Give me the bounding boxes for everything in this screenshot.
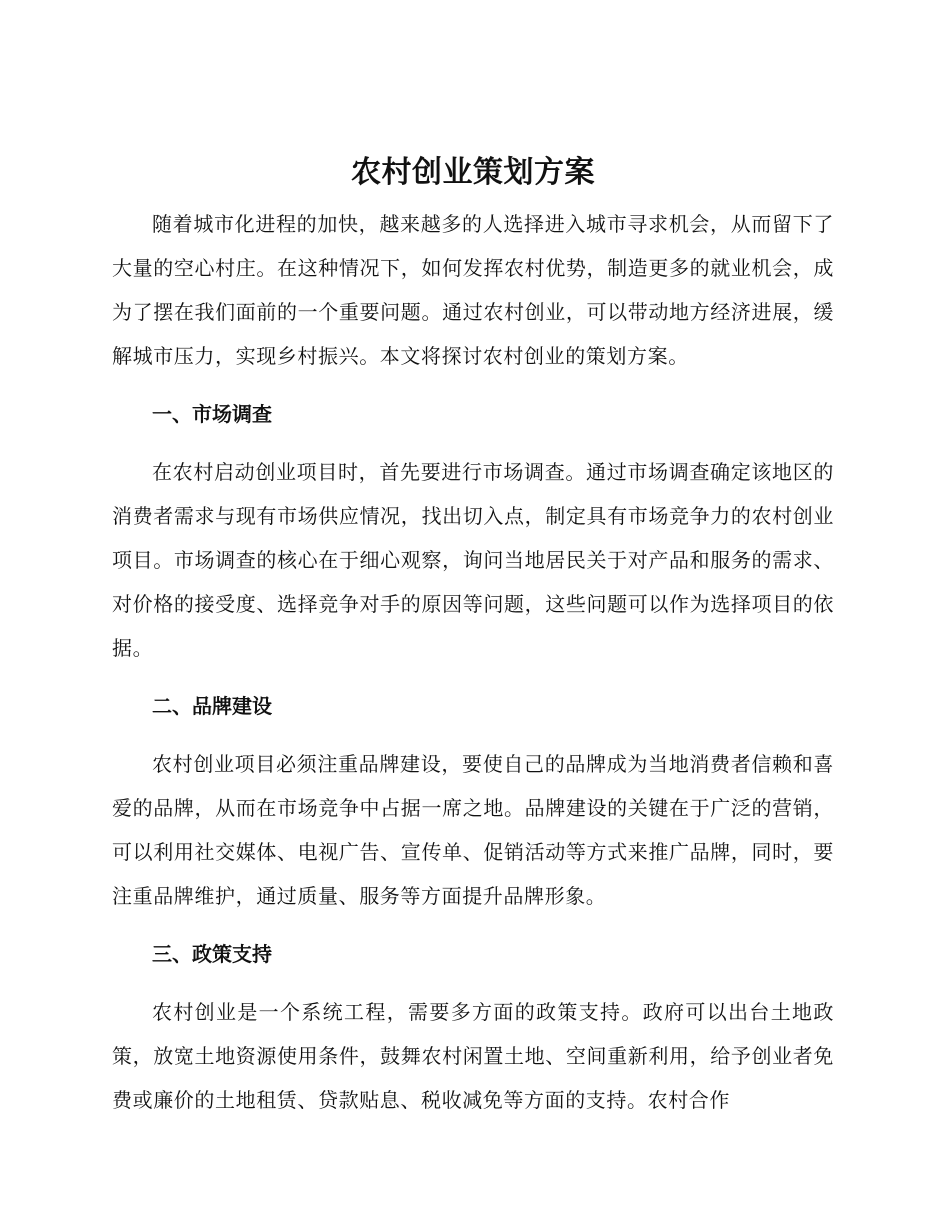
section-paragraph: 在农村启动创业项目时，首先要进行市场调查。通过市场调查确定该地区的消费者需求与现有市场供应情况，找出切入点，制定具有市场竞争力的农村创业项目。市场调查的核心在于细心观察，询问当地居民关于对产品和服务的需求、对价格的接受度、选择竞争对手的原因等问题，这些问题可以作为选择项目的依据。 [112,460,834,660]
intro-paragraph: 随着城市化进程的加快，越来越多的人选择进入城市寻求机会，从而留下了大量的空心村庄。在这种情况下，如何发挥农村优势，制造更多的就业机会，成为了摆在我们面前的一个重要问题。通过农村创业，可以带动地方经济进展，缓解城市压力，实现乡村振兴。本文将探讨农村创业的策划方案。 [112,212,834,368]
section-policy-support [112,932,834,1122]
document-title: 农村创业策划方案 [351,155,595,190]
section-paragraph: 农村创业是一个系统工程，需要多方面的政策支持。政府可以出台土地政策，放宽土地资源使用条件，鼓舞农村闲置土地、空间重新利用，给予创业者免费或廉价的土地租赁、贷款贴息、税收减免等方面的支持。农村合作 [112,1000,834,1112]
section-heading: 二、品牌建设 [152,694,272,718]
section-market-research [112,392,834,670]
section-heading: 三、政策支持 [152,942,272,966]
section-heading: 一、市场调查 [152,402,272,426]
section-brand-building [112,684,834,918]
section-paragraph: 农村创业项目必须注重品牌建设，要使自己的品牌成为当地消费者信赖和喜爱的品牌，从而在市场竞争中占据一席之地。品牌建设的关键在于广泛的营销，可以利用社交媒体、电视广告、宣传单、促销活动等方式来推广品牌，同时，要注重品牌维护，通过质量、服务等方面提升品牌形象。 [112,752,834,908]
document-page [112,150,834,1122]
